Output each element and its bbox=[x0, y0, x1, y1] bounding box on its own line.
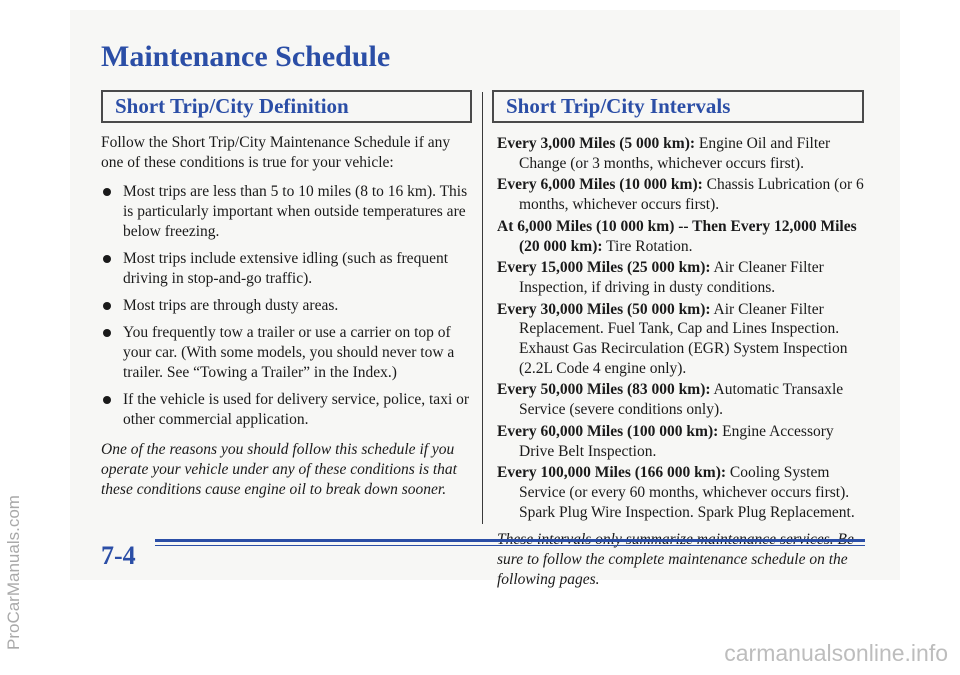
interval-item bbox=[497, 258, 867, 297]
definition-column bbox=[101, 133, 473, 500]
list-item bbox=[101, 323, 473, 383]
interval-label: At 6,000 Miles (10 000 km) -- Then Every 12,000 Miles (20 000 km): bbox=[497, 217, 857, 255]
list-item bbox=[101, 390, 473, 430]
definition-note: One of the reasons you should follow this schedule if you operate your vehicle under any of these conditions is that these conditions cause engine oil to break down sooner. bbox=[101, 441, 457, 498]
footer-rule-thin bbox=[155, 545, 865, 546]
condition-list bbox=[101, 182, 473, 430]
interval-item bbox=[497, 134, 867, 173]
list-item bbox=[101, 249, 473, 289]
interval-label: Every 30,000 Miles (50 000 km): bbox=[497, 300, 711, 318]
list-item bbox=[101, 182, 473, 242]
interval-text: Cooling System Service (or every 60 months, whichever occurs first). Spark Plug Wire Inspection. Spark Plug Replacement. bbox=[519, 464, 855, 521]
bullet-icon bbox=[103, 255, 111, 263]
section-header-short-trip-intervals: Short Trip/City Intervals bbox=[492, 90, 864, 123]
interval-text: Chassis Lubrication (or 6 months, whichever occurs first). bbox=[519, 176, 864, 214]
page-number: 7-4 bbox=[101, 541, 136, 570]
definition-intro: Follow the Short Trip/City Maintenance Schedule if any one of these conditions is true for your vehicle: bbox=[101, 134, 451, 171]
bullet-icon bbox=[103, 329, 111, 337]
interval-item bbox=[497, 217, 867, 256]
bullet-icon bbox=[103, 188, 111, 196]
column-divider bbox=[482, 92, 483, 524]
intervals-note: sure to follow the complete maintenance schedule on the following pages. bbox=[497, 551, 848, 588]
condition-text: Most trips are less than 5 to 10 miles (8 to 16 km). This is particularly important when outside temperatures are below freezing. bbox=[123, 183, 468, 240]
condition-text: Most trips are through dusty areas. bbox=[123, 297, 339, 314]
interval-label: Every 100,000 Miles (166 000 km): bbox=[497, 464, 727, 482]
interval-label: Every 60,000 Miles (100 000 km): bbox=[497, 422, 719, 440]
interval-item bbox=[497, 175, 867, 214]
section-header-short-trip-definition: Short Trip/City Definition bbox=[101, 90, 472, 123]
page-title: Maintenance Schedule bbox=[101, 40, 391, 73]
side-watermark: ProCarManuals.com bbox=[4, 495, 23, 650]
interval-label: Every 50,000 Miles (83 000 km): bbox=[497, 381, 711, 399]
interval-text: Air Cleaner Filter Replacement. Fuel Tank, Cap and Lines Inspection. Exhaust Gas Recirculation (EGR) System Inspection (2.2L Code 4 engine only). bbox=[519, 300, 848, 377]
interval-label: Every 15,000 Miles (25 000 km): bbox=[497, 259, 711, 277]
interval-text: Air Cleaner Filter Inspection, if driving in dusty conditions. bbox=[519, 259, 824, 296]
footer-rule-thick bbox=[155, 539, 865, 542]
condition-text: You frequently tow a trailer or use a carrier on top of your car. (With some models, you should never tow a trailer. See “Towing a Trailer” in the Index.) bbox=[123, 324, 455, 381]
interval-text: Engine Accessory Drive Belt Inspection. bbox=[519, 422, 834, 460]
list-item bbox=[101, 296, 473, 316]
bullet-icon bbox=[103, 302, 111, 310]
interval-text: Engine Oil and Filter Change (or 3 months, whichever occurs first). bbox=[519, 135, 831, 172]
condition-text: Most trips include extensive idling (such as frequent driving in stop-and-go traffic). bbox=[123, 250, 449, 287]
bullet-icon bbox=[103, 396, 111, 404]
bottom-watermark: carmanualsonline.info bbox=[724, 640, 948, 666]
footer-rule bbox=[155, 536, 865, 550]
condition-text: If the vehicle is used for delivery service, police, taxi or other commercial application. bbox=[123, 391, 470, 428]
interval-text: Automatic Transaxle Service (severe conditions only). bbox=[519, 381, 844, 419]
interval-label: Every 6,000 Miles (10 000 km): bbox=[497, 176, 703, 194]
intervals-column bbox=[497, 134, 867, 605]
interval-item bbox=[497, 422, 867, 461]
interval-item bbox=[497, 380, 867, 419]
interval-label: Every 3,000 Miles (5 000 km): bbox=[497, 135, 696, 152]
interval-item bbox=[497, 300, 867, 379]
interval-text: Tire Rotation. bbox=[602, 237, 693, 255]
interval-item bbox=[497, 463, 867, 522]
